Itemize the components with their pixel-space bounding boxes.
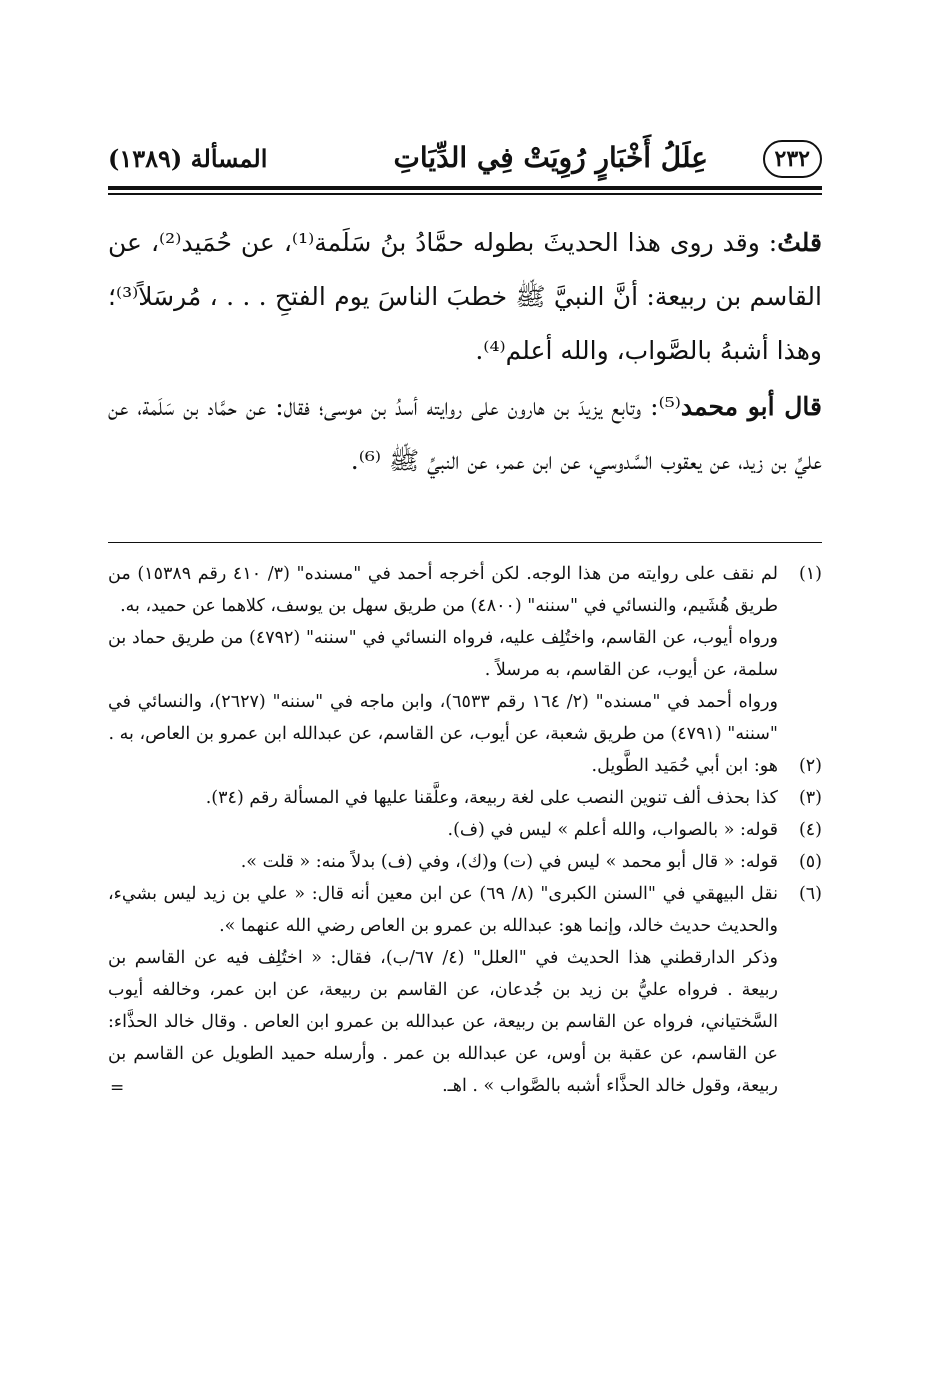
paragraph-1-lead: قلتُ xyxy=(777,228,822,257)
footnote-number: (٣) xyxy=(798,788,822,808)
page-number: ٢٣٢ xyxy=(763,140,822,178)
footnote-6 xyxy=(108,878,822,1102)
footnote-2 xyxy=(108,750,822,782)
footnote-text: هو: ابن أبي حُمَيد الطَّويل. xyxy=(591,756,778,776)
paragraph-2-lead: قال أبو محمد xyxy=(680,392,822,421)
continuation-mark: = xyxy=(110,1078,125,1098)
book-title: عِلَلُ أَخْبَارٍ رُوِيَتْ فِي الدِّيَاتِ xyxy=(393,141,708,174)
footnote-text: نقل البيهقي في "السنن الكبرى" (٨/ ٦٩) عن ابن معين أنه قال: « علي بن زيد ليس بشيء، والحديث حديث خالد، وإنما هو: عبدالله بن عمرو بن العاص رضي الله عنهما ». xyxy=(108,884,778,936)
footnote-text: ورواه أيوب، عن القاسم، واختُلِف عليه، فرواه النسائي في "سننه" (٤٧٩٢) من طريق حماد بن سلمة، عن أيوب، عن القاسم، به مرسلاً . xyxy=(108,628,778,680)
footnote-text: وذكر الدارقطني هذا الحديث في "العلل" (٤/ ٦٧/ب)، فقال: « اختُلِف فيه عن القاسم بن ربيعة . فرواه عليُّ بن زيد بن جُدعان، عن القاسم بن ربيعة، عن ابن عمر، وخالفه أيوب السَّختياني، فرواه عن القاسم بن ربيعة، عن عبدالله بن عمرو ابن العاص . وقال خالد الحذَّاء: عن القاسم، عن عقبة بن أوس، عن عبدالله بن عمر . وأرسله حميد الطويل عن القاسم بن ربيعة، وقول خالد الحذَّاء أشبه بالصَّواب » . اهـ. xyxy=(108,948,778,1096)
paragraph-1-text: : وقد روى هذا الحديثَ بطوله حمَّادُ بنُ سَلَمة⁽¹⁾، عن حُمَيد⁽²⁾، عن القاسم بن ربيعة: أنَّ النبيَّ ﷺ خطبَ الناسَ يوم الفتحِ . . . ، مُرسَلاً⁽³⁾؛ وهذا أشبهُ بالصَّواب، والله أعلم⁽⁴⁾. xyxy=(108,228,822,365)
footnote-4 xyxy=(108,814,822,846)
footnotes xyxy=(108,558,822,1102)
page-header xyxy=(108,138,822,184)
footnote-text: قوله: « قال أبو محمد » ليس في (ت) و(ك)، وفي (ف) بدلاً منه: « قلت ». xyxy=(240,852,778,872)
footnote-text: لم نقف على روايته من هذا الوجه. لكن أخرجه أحمد في "مسنده" (٣/ ٤١٠ رقم ١٥٣٨٩) من طريق هُشَيم، والنسائي في "سننه" (٤٨٠٠) من طريق سهل بن يوسف، كلاهما عن حميد، به. xyxy=(108,564,778,616)
footnote-number: (٥) xyxy=(798,852,822,872)
footnote-number: (٤) xyxy=(798,820,822,840)
book-page xyxy=(108,138,822,1098)
paragraph-2-text: ⁽⁵⁾: وتابع يزيدَ بن هارون على روايته أسدُ بن موسى؛ فقال: عن حمَّاد بن سَلَمة، عن عليِّ بن زيد، عن يعقوب السَّدوسي، عن ابن عمر، عن النبيِّ ﷺ ⁽⁶⁾. xyxy=(108,392,822,475)
footnote-text: كذا بحذف ألف تنوين النصب على لغة ربيعة، وعلَّقنا عليها في المسألة رقم (٣٤). xyxy=(205,788,778,808)
header-rule-thin xyxy=(108,193,822,195)
footnote-number: (٢) xyxy=(798,756,822,776)
footnote-1 xyxy=(108,558,822,750)
footnote-text: قوله: « بالصواب، والله أعلم » ليس في (ف). xyxy=(447,820,778,840)
main-text xyxy=(108,216,822,488)
header-rule-thick xyxy=(108,186,822,190)
footnote-number: (٦) xyxy=(798,884,822,904)
paragraph-1 xyxy=(108,216,822,378)
footnote-number: (١) xyxy=(798,564,822,584)
footnote-separator xyxy=(108,542,822,543)
paragraph-2 xyxy=(108,380,822,488)
footnote-3 xyxy=(108,782,822,814)
issue-number: المسألة (١٣٨٩) xyxy=(108,144,268,173)
footnote-5 xyxy=(108,846,822,878)
footnote-text: ورواه أحمد في "مسنده" (٢/ ١٦٤ رقم ٦٥٣٣)، وابن ماجه في "سننه" (٢٦٢٧)، والنسائي في "سننه" (٤٧٩١) من طريق شعبة، عن أيوب، عن القاسم، عن عبدالله ابن عمرو بن العاص، به . xyxy=(108,692,778,744)
